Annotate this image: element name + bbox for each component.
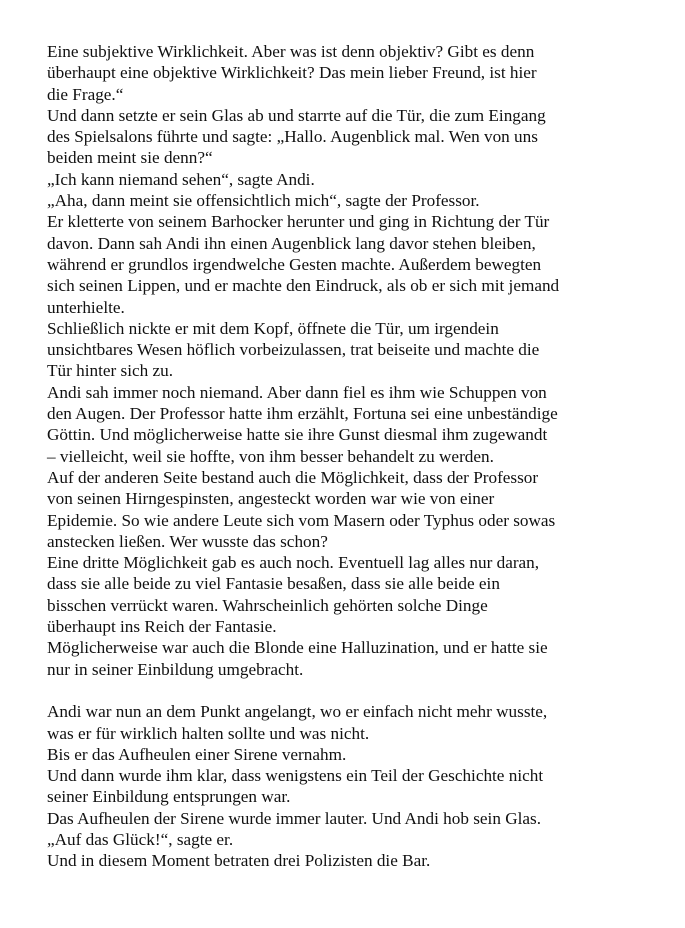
text-line: Andi sah immer noch niemand. Aber dann fiel es ihm wie Schuppen von <box>47 382 547 402</box>
text-line: Und dann wurde ihm klar, dass wenigstens ein Teil der Geschichte nicht <box>47 766 544 786</box>
text-line: Tür hinter sich zu. <box>47 361 174 381</box>
text-line: Andi war nun an dem Punkt angelangt, wo er einfach nicht mehr wusste, <box>47 702 548 722</box>
text-line: Epidemie. So wie andere Leute sich vom Masern oder Typhus oder sowas <box>47 510 556 530</box>
text-line: Er kletterte von seinem Barhocker herunter und ging in Richtung der Tür <box>47 212 550 232</box>
paragraph <box>47 744 667 765</box>
text-line: überhaupt ins Reich der Fantasie. <box>47 617 277 637</box>
text-line: nur in seiner Einbildung umgebracht. <box>47 659 304 679</box>
text-line: des Spielsalons führte und sagte: „Hallo. Augenblick mal. Wen von uns <box>47 127 538 147</box>
text-line: Das Aufheulen der Sirene wurde immer lauter. Und Andi hob sein Glas. <box>47 808 542 828</box>
paragraph <box>47 701 667 744</box>
paragraph <box>47 467 667 552</box>
text-line: Eine subjektive Wirklichkeit. Aber was ist denn objektiv? Gibt es denn <box>47 42 535 61</box>
text-line: dass sie alle beide zu viel Fantasie besaßen, dass sie alle beide ein <box>47 574 500 594</box>
paragraph <box>47 105 667 169</box>
paragraph <box>47 211 667 317</box>
text-line: Und in diesem Moment betraten drei Polizisten die Bar. <box>47 851 431 871</box>
paragraph <box>47 318 667 382</box>
text-line: davon. Dann sah Andi ihn einen Augenblick lang davor stehen bleiben, <box>47 233 536 253</box>
text-line: Göttin. Und möglicherweise hatte sie ihre Gunst diesmal ihm zugewandt <box>47 425 548 445</box>
paragraph <box>47 808 667 829</box>
text-line: beiden meint sie denn?“ <box>47 148 213 168</box>
text-line: überhaupt eine objektive Wirklichkeit? Das mein lieber Freund, ist hier <box>47 63 537 83</box>
text-line: „Aha, dann meint sie offensichtlich mich“, sagte der Professor. <box>47 191 480 211</box>
text-line: – vielleicht, weil sie hoffte, von ihm besser behandelt zu werden. <box>47 446 494 466</box>
paragraph <box>47 169 667 190</box>
text-line: Bis er das Aufheulen einer Sirene vernahm. <box>47 744 347 764</box>
text-line: anstecken ließen. Wer wusste das schon? <box>47 531 328 551</box>
text-line: „Auf das Glück!“, sagte er. <box>47 829 234 849</box>
paragraph <box>47 637 667 680</box>
paragraph <box>47 829 667 850</box>
text-line: von seinen Hirngespinsten, angesteckt worden war wie von einer <box>47 489 495 509</box>
document-page <box>47 41 667 872</box>
text-line: Möglicherweise war auch die Blonde eine Halluzination, und er hatte sie <box>47 638 548 658</box>
paragraph <box>47 382 667 467</box>
text-line: Und dann setzte er sein Glas ab und starrte auf die Tür, die zum Eingang <box>47 105 546 125</box>
text-line: sich seinen Lippen, und er machte den Eindruck, als ob er sich mit jemand <box>47 276 560 296</box>
paragraph <box>47 765 667 808</box>
paragraph <box>47 190 667 211</box>
paragraph <box>47 850 667 871</box>
text-line: den Augen. Der Professor hatte ihm erzählt, Fortuna sei eine unbeständige <box>47 404 558 424</box>
text-line: die Frage.“ <box>47 84 124 104</box>
text-line: während er grundlos irgendwelche Gesten machte. Außerdem bewegten <box>47 254 542 274</box>
text-line: „Ich kann niemand sehen“, sagte Andi. <box>47 169 315 189</box>
blank-line <box>47 680 667 701</box>
text-line: was er für wirklich halten sollte und was nicht. <box>47 723 370 743</box>
text-line: Eine dritte Möglichkeit gab es auch noch. Eventuell lag alles nur daran, <box>47 553 540 573</box>
text-line <box>47 680 667 701</box>
text-line: unsichtbares Wesen höflich vorbeizulassen, trat beiseite und machte die <box>47 340 540 360</box>
text-line: Schließlich nickte er mit dem Kopf, öffnete die Tür, um irgendein <box>47 318 499 338</box>
text-line: seiner Einbildung entsprungen war. <box>47 787 291 807</box>
text-line: bisschen verrückt waren. Wahrscheinlich gehörten solche Dinge <box>47 595 488 615</box>
text-line: Auf der anderen Seite bestand auch die Möglichkeit, dass der Professor <box>47 467 539 487</box>
paragraph <box>47 41 667 105</box>
text-line: unterhielte. <box>47 297 125 317</box>
paragraph <box>47 552 667 637</box>
